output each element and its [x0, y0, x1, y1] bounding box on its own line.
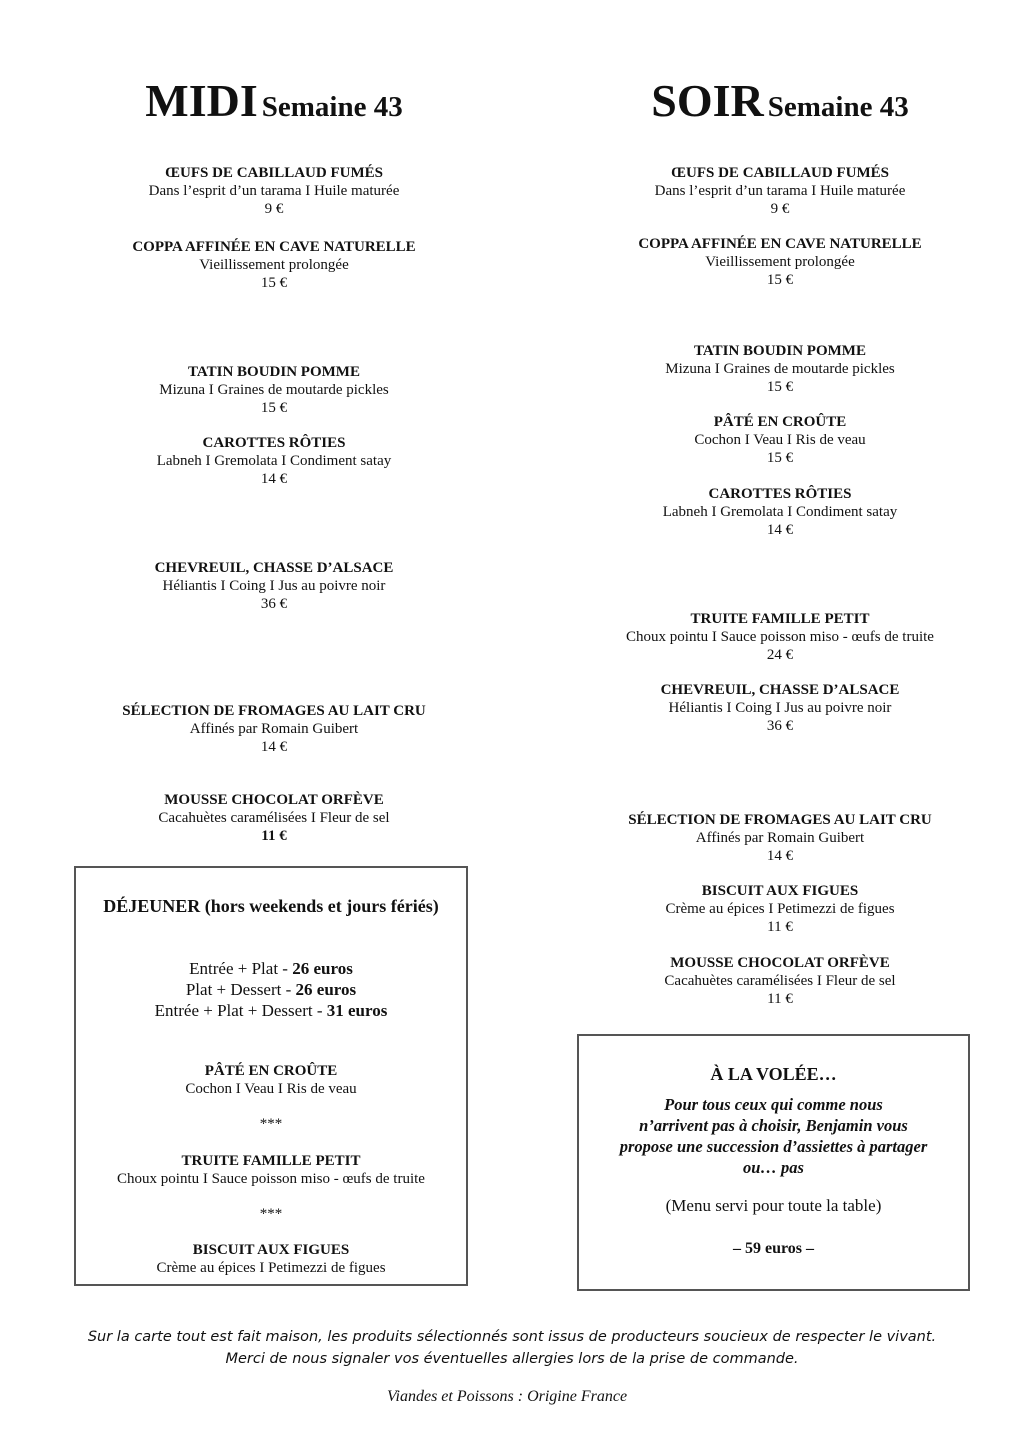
volee-line: n’arrivent pas à choisir, Benjamin vous: [639, 1116, 908, 1135]
dish-description: Labneh I Gremolata I Condiment satay: [662, 504, 898, 520]
dish-price: 14 €: [260, 471, 288, 487]
dish-name: CAROTTES RÔTIES: [708, 486, 852, 502]
formula-price: 31 euros: [326, 1001, 388, 1020]
soir-menu-item: [560, 235, 1000, 289]
soir-menu-item: [560, 954, 1000, 1008]
dish-name: COPPA AFFINÉE EN CAVE NATURELLE: [638, 236, 922, 252]
dish-price: 9 €: [264, 201, 284, 217]
volee-line: ou… pas: [743, 1158, 804, 1177]
midi-menu-item: [54, 791, 494, 845]
separator: ***: [259, 1116, 283, 1132]
dish-description: Cacahuètes caramélisées I Fleur de sel: [158, 810, 390, 826]
dish-name: ŒUFS DE CABILLAUD FUMÉS: [671, 165, 889, 181]
volee-description: [599, 1094, 948, 1178]
dish-name: MOUSSE CHOCOLAT ORFÈVE: [670, 955, 890, 971]
dish-name: TATIN BOUDIN POMME: [694, 343, 866, 359]
dish-description: Cacahuètes caramélisées I Fleur de sel: [664, 973, 896, 989]
dish-price: 15 €: [260, 275, 288, 291]
dish-description: Crème au épices I Petimezzi de figues: [665, 901, 895, 917]
dish-name: SÉLECTION DE FROMAGES AU LAIT CRU: [122, 703, 426, 719]
dish-price: 9 €: [770, 201, 790, 217]
dish-price: 15 €: [766, 450, 794, 466]
formula-price: 26 euros: [295, 980, 357, 999]
volee-line: Pour tous ceux qui comme nous: [664, 1095, 883, 1114]
footer-line: Merci de nous signaler vos éventuelles allergies lors de la prise de commande.: [225, 1351, 799, 1367]
midi-menu-item: [54, 702, 494, 756]
soir-menu-item: [560, 342, 1000, 396]
volee-line: propose une succession d’assiettes à partager: [619, 1137, 928, 1156]
dish-name: PÂTÉ EN CROÛTE: [204, 1063, 338, 1079]
formula-price: 26 euros: [292, 959, 353, 978]
dish-name: COPPA AFFINÉE EN CAVE NATURELLE: [132, 239, 416, 255]
dish-description: Dans l’esprit d’un tarama I Huile maturée: [148, 183, 400, 199]
soir-title: [570, 74, 990, 127]
separator: ***: [259, 1206, 283, 1222]
soir-menu-item: [560, 681, 1000, 735]
formula-label: Plat + Dessert -: [185, 980, 296, 999]
dish-name: TRUITE FAMILLE PETIT: [181, 1153, 361, 1169]
dish-name: BISCUIT AUX FIGUES: [192, 1242, 350, 1258]
formula-line: [76, 979, 466, 1000]
dish-description: Vieillissement prolongée: [199, 257, 349, 273]
dish-price: 15 €: [766, 379, 794, 395]
soir-menu-item: [560, 164, 1000, 218]
dish-description: Mizuna I Graines de moutarde pickles: [159, 382, 389, 398]
formula-line: [76, 958, 466, 979]
volee-price: – 59 euros –: [732, 1240, 815, 1257]
midi-title-week: Semaine 43: [261, 91, 403, 123]
dish-description: Héliantis I Coing I Jus au poivre noir: [162, 578, 386, 594]
footer-notice: [40, 1326, 984, 1370]
footer-line: Sur la carte tout est fait maison, les produits sélectionnés sont issus de producteurs soucieux de respecter le vivant.: [87, 1329, 937, 1345]
volee-title: À LA VOLÉE…: [710, 1064, 837, 1084]
soir-title-main: SOIR: [651, 75, 764, 126]
formula-label: Entrée + Plat + Dessert -: [154, 1001, 327, 1020]
dish-description: Affinés par Romain Guibert: [189, 721, 359, 737]
dish-name: PÂTÉ EN CROÛTE: [713, 414, 847, 430]
dish-name: MOUSSE CHOCOLAT ORFÈVE: [164, 792, 384, 808]
midi-menu-item: [54, 434, 494, 488]
dish-description: Crème au épices I Petimezzi de figues: [156, 1260, 386, 1276]
volee-note: (Menu servi pour toute la table): [665, 1196, 882, 1215]
soir-menu-item: [560, 610, 1000, 664]
dish-description: Mizuna I Graines de moutarde pickles: [665, 361, 895, 377]
dish-name: BISCUIT AUX FIGUES: [701, 883, 859, 899]
dish-description: Choux pointu I Sauce poisson miso - œufs de truite: [626, 629, 934, 645]
dish-price: 15 €: [260, 400, 288, 416]
dish-name: TATIN BOUDIN POMME: [188, 364, 360, 380]
midi-menu-item: [54, 164, 494, 218]
dish-price: 24 €: [766, 647, 794, 663]
dish-description: Cochon I Veau I Ris de veau: [694, 432, 866, 448]
a-la-volee-box: [577, 1034, 970, 1291]
dejeuner-dish: [76, 1241, 466, 1277]
dish-name: CHEVREUIL, CHASSE D’ALSACE: [660, 682, 900, 698]
dish-price: 15 €: [766, 272, 794, 288]
dish-price: 14 €: [260, 739, 288, 755]
dish-price: 14 €: [766, 848, 794, 864]
dish-name: TRUITE FAMILLE PETIT: [690, 611, 870, 627]
soir-menu-item: [560, 413, 1000, 467]
dejeuner-box: [74, 866, 468, 1286]
soir-menu-item: [560, 811, 1000, 865]
formula-label: Entrée + Plat -: [189, 959, 293, 978]
midi-menu-item: [54, 363, 494, 417]
dish-price: 36 €: [260, 596, 288, 612]
dish-name: ŒUFS DE CABILLAUD FUMÉS: [165, 165, 383, 181]
soir-menu-item: [560, 485, 1000, 539]
dish-description: Héliantis I Coing I Jus au poivre noir: [668, 700, 892, 716]
dish-price: 14 €: [766, 522, 794, 538]
dish-name: SÉLECTION DE FROMAGES AU LAIT CRU: [628, 812, 932, 828]
dejeuner-title: DÉJEUNER (hors weekends et jours fériés): [103, 896, 439, 916]
dejeuner-formulas: [76, 958, 466, 1021]
dish-description: Vieillissement prolongée: [705, 254, 855, 270]
dish-name: CAROTTES RÔTIES: [202, 435, 346, 451]
dish-price: 36 €: [766, 718, 794, 734]
dejeuner-dish: [76, 1062, 466, 1098]
origin-note: Viandes et Poissons : Origine France: [386, 1388, 628, 1405]
dish-description: Labneh I Gremolata I Condiment satay: [156, 453, 392, 469]
midi-title-main: MIDI: [145, 75, 258, 126]
dish-description: Choux pointu I Sauce poisson miso - œufs de truite: [117, 1171, 425, 1187]
dish-description: Dans l’esprit d’un tarama I Huile maturée: [654, 183, 906, 199]
dish-description: Cochon I Veau I Ris de veau: [185, 1081, 357, 1097]
midi-menu-item: [54, 238, 494, 292]
soir-menu-item: [560, 882, 1000, 936]
soir-title-week: Semaine 43: [767, 91, 909, 123]
dejeuner-dish: [76, 1152, 466, 1188]
midi-menu-item: [54, 559, 494, 613]
dish-price: 11 €: [767, 919, 793, 935]
dish-price: 11 €: [767, 991, 793, 1007]
dish-name: CHEVREUIL, CHASSE D’ALSACE: [154, 560, 394, 576]
formula-line: [76, 1000, 466, 1021]
dish-description: Affinés par Romain Guibert: [695, 830, 865, 846]
dish-price: 11 €: [261, 828, 287, 844]
midi-title: [64, 74, 484, 127]
